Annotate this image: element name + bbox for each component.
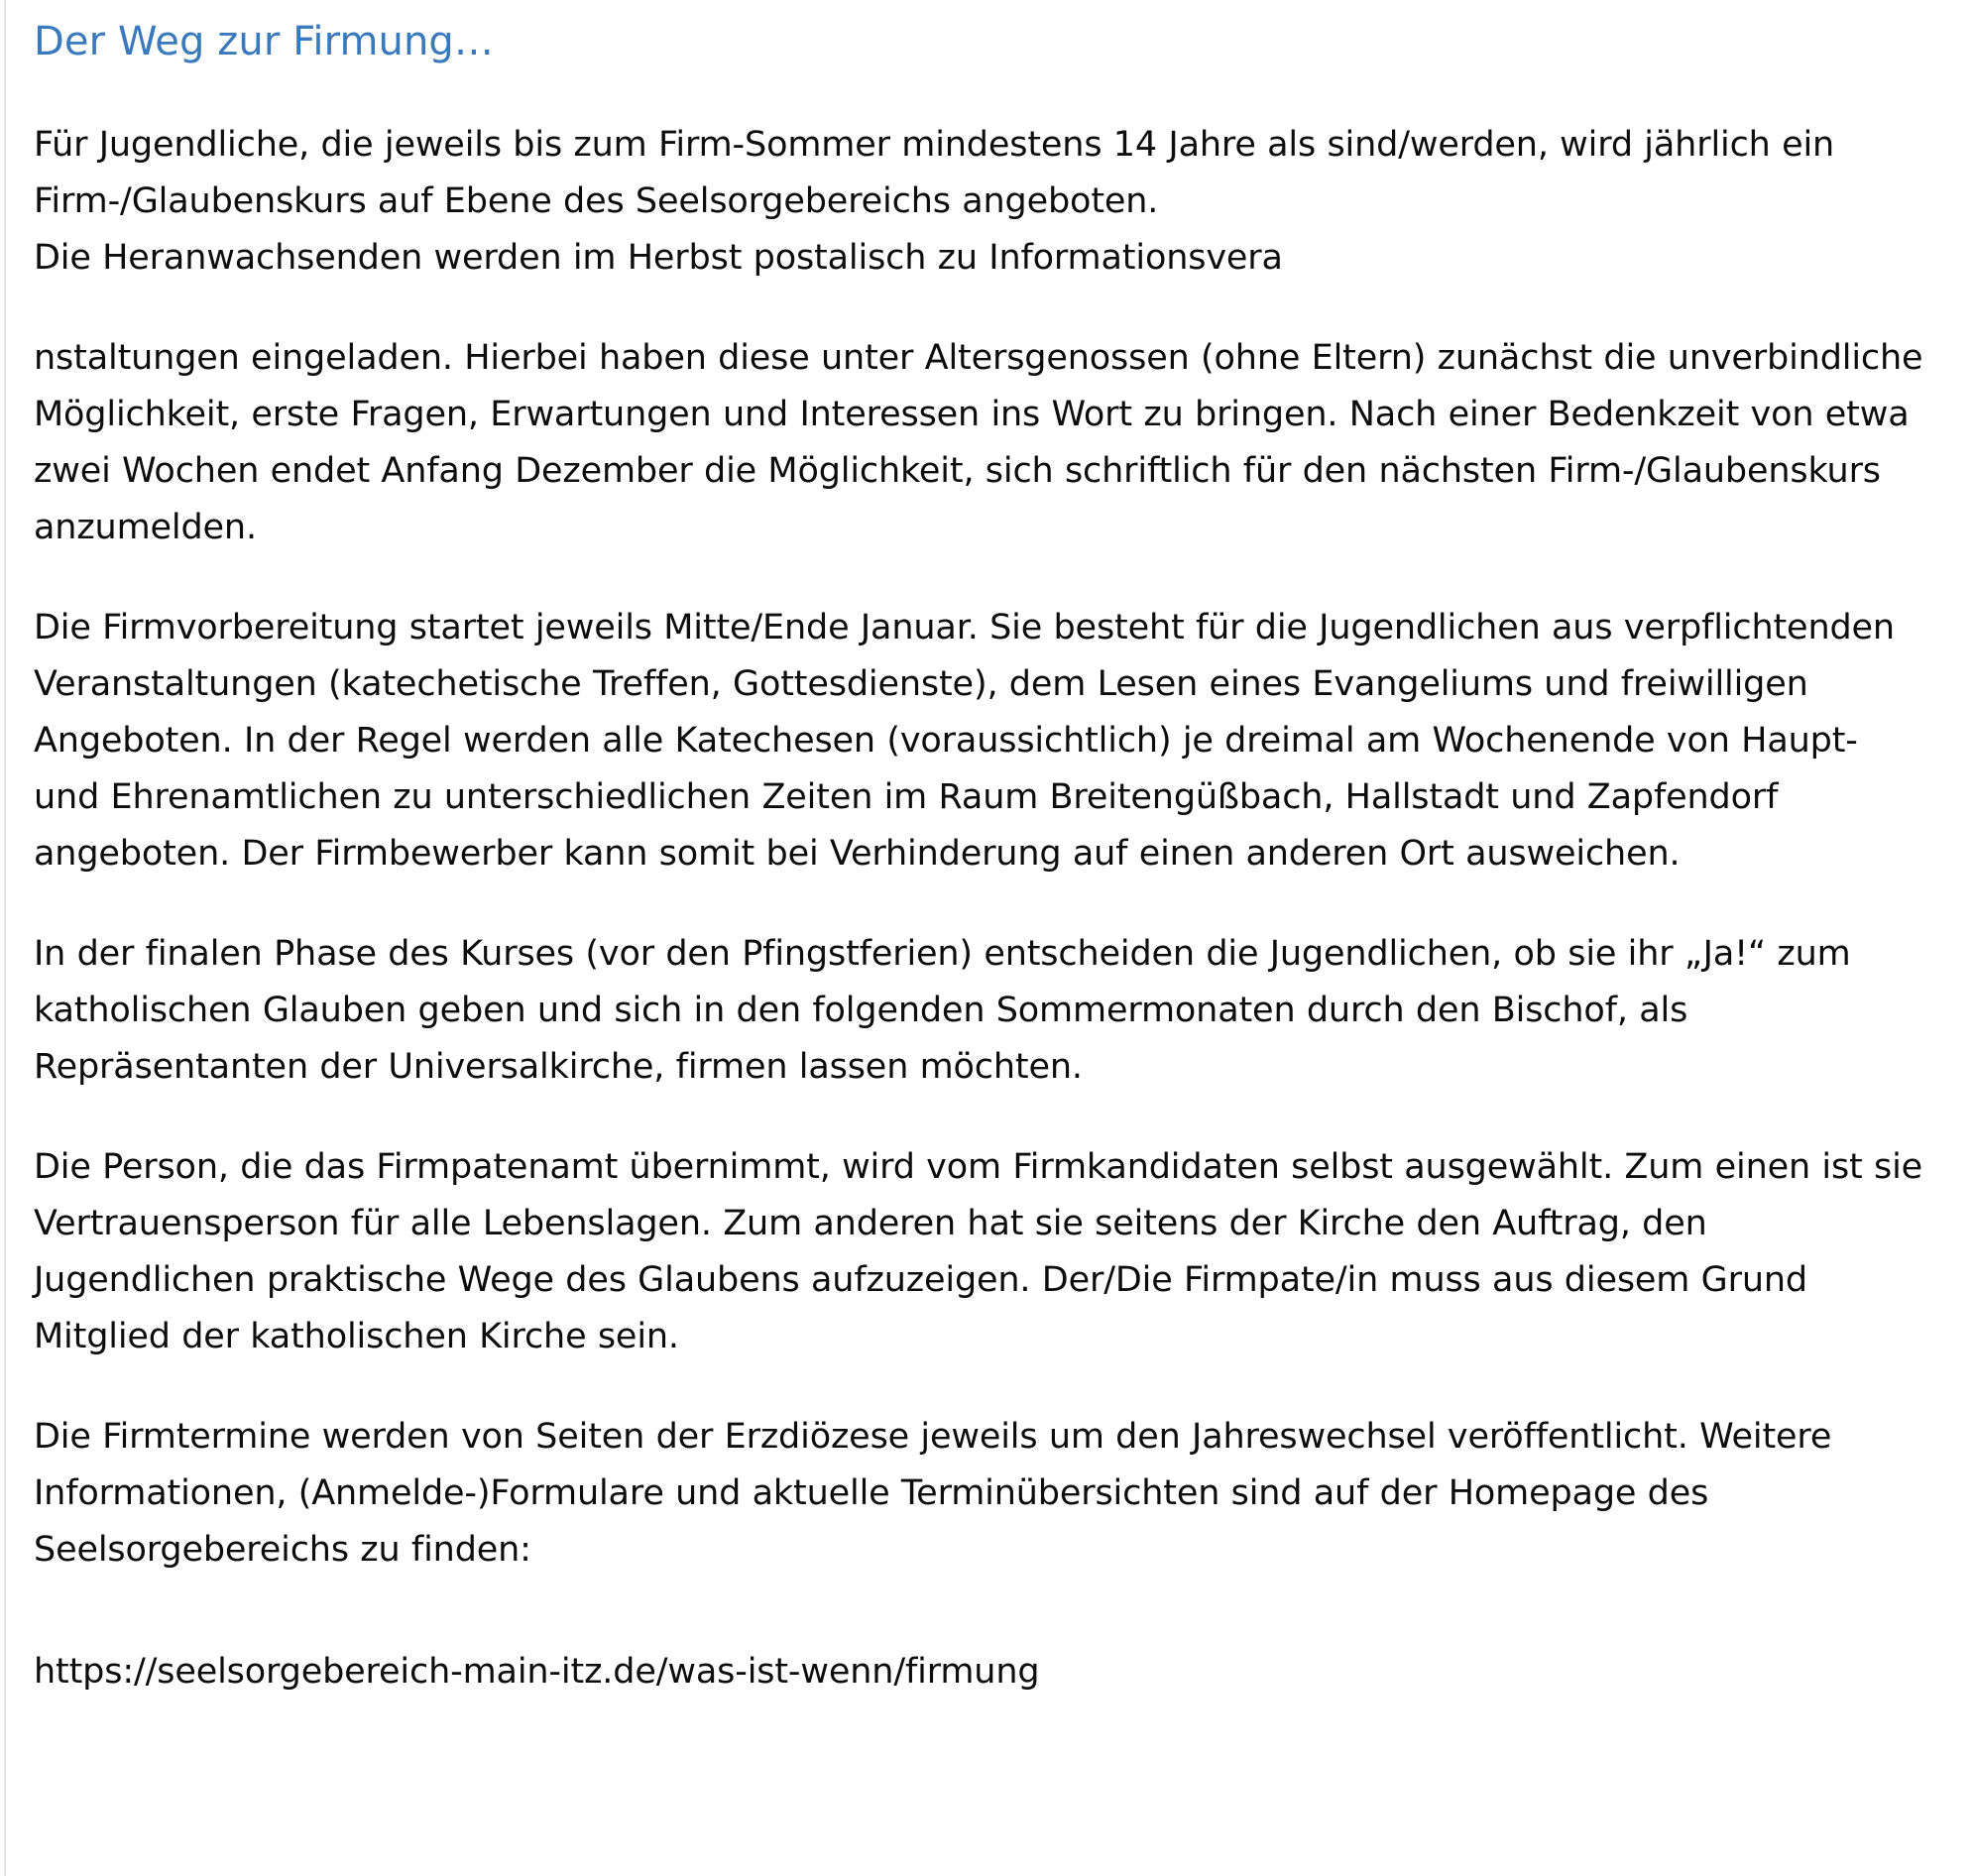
paragraph-finale-phase: In der finalen Phase des Kurses (vor den Pfingstferien) entscheiden die Jugendlichen, ob sie ihr „Ja!“ zum katholischen Glauben geben und sich in den folgenden Sommermonaten durch den Bischof, als Repräsentanten der Universalkirche, firmen lassen möchten. [34,934,1851,1087]
paragraph-intro-line-2: Die Heranwachsenden werden im Herbst postalisch zu Informationsvera [34,238,1283,278]
paragraph-firmvorbereitung: Die Firmvorbereitung startet jeweils Mitte/Ende Januar. Sie besteht für die Jugendlichen aus verpflichtenden Veranstaltungen (katechetische Treffen, Gottesdienste), dem Lesen eines Evangeliums und freiwilligen Angeboten. In der Regel werden alle Katechesen (voraussichtlich) je dreimal am Wochenende von Haupt- und Ehrenamtlichen zu unterschiedlichen Zeiten im Raum Breitengüßbach, Hallstadt und Zapfendorf angeboten. Der Firmbewerber kann somit bei Verhinderung auf einen anderen Ort ausweichen. [34,608,1895,874]
paragraph-intro [34,117,1933,287]
homepage-url[interactable]: https://seelsorgebereich-main-itz.de/was-ist-wenn/firmung [34,1652,1040,1692]
paragraph-firmtermine: Die Firmtermine werden von Seiten der Erzdiözese jeweils um den Jahreswechsel veröffentlicht. Weitere Informationen, (Anmelde-)Formulare und aktuelle Terminübersichten sind auf der Homepage des Seelsorgebereichs zu finden: [34,1417,1832,1570]
document-body [34,117,1933,1700]
paragraph-anmeldung: nstaltungen eingeladen. Hierbei haben diese unter Altersgenossen (ohne Eltern) zunächst die unverbindliche Möglichkeit, erste Fragen, Erwartungen und Interessen ins Wort zu bringen. Nach einer Bedenkzeit von etwa zwei Wochen endet Anfang Dezember die Möglichkeit, sich schriftlich für den nächsten Firm-/Glaubenskurs anzumelden. [34,338,1923,547]
page-title: Der Weg zur Firmung… [34,19,495,64]
paragraph-firmpate: Die Person, die das Firmpatenamt übernimmt, wird vom Firmkandidaten selbst ausgewählt. Zum einen ist sie Vertrauensperson für alle Lebenslagen. Zum anderen hat sie seitens der Kirche den Auftrag, den Jugendlichen praktische Wege des Glaubens aufzuzeigen. Der/Die Firmpate/in muss aus diesem Grund Mitglied der katholischen Kirche sein. [34,1147,1923,1356]
paragraph-intro-line-1: Für Jugendliche, die jeweils bis zum Firm-Sommer mindestens 14 Jahre als sind/werden, wird jährlich ein Firm-/Glaubenskurs auf Ebene des Seelsorgebereichs angeboten. [34,125,1835,221]
